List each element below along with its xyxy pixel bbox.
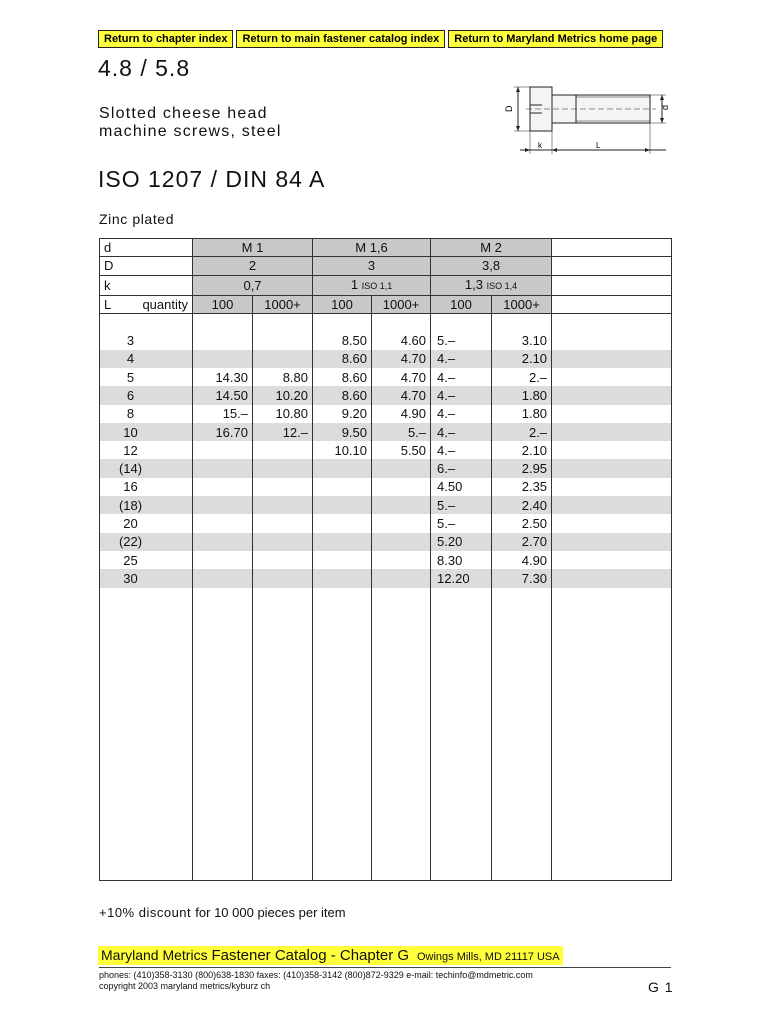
empty-cell: [552, 533, 672, 551]
empty-cell: [552, 459, 672, 477]
table-filler-row: [100, 588, 672, 881]
table-row: [100, 496, 672, 514]
head-height-m16: [313, 275, 431, 295]
price-m1-100: [193, 496, 253, 514]
length-value: (18): [100, 496, 193, 514]
price-m2-1000: 2.35: [492, 478, 552, 496]
home-page-link[interactable]: Return to Maryland Metrics home page: [448, 30, 663, 48]
head-height-m16-value: 1: [350, 276, 359, 292]
drawing-label-L: L: [596, 141, 601, 150]
head-height-m2-value: 1,3: [464, 276, 483, 292]
footer-title: [98, 946, 563, 965]
qty-1000-m16: 1000+: [372, 295, 431, 313]
price-m1-1000: [253, 331, 313, 349]
row-d: [100, 239, 672, 257]
price-m16-100: [313, 478, 372, 496]
price-m16-100: [313, 569, 372, 587]
price-m16-1000: [372, 478, 431, 496]
finish-label: Zinc plated: [99, 211, 175, 227]
footer-location: Owings Mills, MD 21117 USA: [416, 951, 560, 963]
price-m16-1000: [372, 514, 431, 532]
empty-cell: [552, 350, 672, 368]
nav-bar: [98, 30, 663, 48]
discount-tail: for 10 000 pieces per item: [195, 905, 346, 920]
price-m1-100: [193, 441, 253, 459]
table-row: [100, 459, 672, 477]
price-m2-100: 4.–: [431, 368, 492, 386]
price-m1-1000: 12.–: [253, 423, 313, 441]
length-value: 5: [100, 368, 193, 386]
price-m1-100: 14.30: [193, 368, 253, 386]
drawing-label-D: D: [504, 105, 514, 112]
table-row: [100, 368, 672, 386]
qty-1000-m2: 1000+: [492, 295, 552, 313]
price-m1-1000: 10.80: [253, 405, 313, 423]
price-m16-100: [313, 459, 372, 477]
row-L-label: [100, 295, 193, 313]
head-height-m1: 0,7: [193, 275, 313, 295]
price-m16-1000: 4.70: [372, 386, 431, 404]
price-m1-100: [193, 569, 253, 587]
row-k: [100, 275, 672, 295]
table-row: [100, 478, 672, 496]
price-m2-100: 5.20: [431, 533, 492, 551]
empty-cell: [552, 551, 672, 569]
price-m16-100: [313, 551, 372, 569]
product-description: [99, 105, 282, 141]
head-height-m16-iso: ISO 1,1: [361, 280, 393, 291]
price-m16-100: 8.60: [313, 350, 372, 368]
price-m2-1000: 1.80: [492, 405, 552, 423]
qty-100-m16: 100: [313, 295, 372, 313]
price-m2-100: 4.–: [431, 350, 492, 368]
price-m1-1000: [253, 496, 313, 514]
length-value: 8: [100, 405, 193, 423]
price-m1-1000: [253, 533, 313, 551]
empty-cell: [552, 478, 672, 496]
price-m16-1000: [372, 569, 431, 587]
empty-cell: [552, 423, 672, 441]
head-diameter-m2: 3,8: [431, 257, 552, 275]
price-m16-100: [313, 533, 372, 551]
price-m16-100: 9.20: [313, 405, 372, 423]
price-m2-100: 6.–: [431, 459, 492, 477]
price-m1-100: [193, 551, 253, 569]
chapter-index-link[interactable]: Return to chapter index: [98, 30, 233, 48]
length-value: 20: [100, 514, 193, 532]
price-m1-1000: [253, 459, 313, 477]
price-m2-1000: 2.10: [492, 441, 552, 459]
row-D: [100, 257, 672, 275]
table-row: [100, 514, 672, 532]
price-table: [99, 238, 672, 881]
qty-1000-m1: 1000+: [253, 295, 313, 313]
price-m2-100: 5.–: [431, 331, 492, 349]
length-value: (14): [100, 459, 193, 477]
price-m1-100: [193, 478, 253, 496]
row-L: [100, 295, 672, 313]
length-value: 3: [100, 331, 193, 349]
row-k-label: k: [100, 275, 193, 295]
length-value: 25: [100, 551, 193, 569]
price-m16-1000: [372, 533, 431, 551]
head-diameter-m16: 3: [313, 257, 431, 275]
price-m1-1000: [253, 514, 313, 532]
quantity-label: quantity: [142, 296, 188, 312]
price-m2-1000: 2.50: [492, 514, 552, 532]
price-m16-1000: 4.60: [372, 331, 431, 349]
empty-cell: [552, 331, 672, 349]
empty-cell: [552, 496, 672, 514]
empty-cell: [552, 441, 672, 459]
table-row: [100, 551, 672, 569]
price-m16-1000: 4.70: [372, 350, 431, 368]
empty-cell: [552, 257, 672, 275]
empty-cell: [552, 368, 672, 386]
price-m1-100: [193, 514, 253, 532]
price-m16-100: [313, 514, 372, 532]
length-value: 4: [100, 350, 193, 368]
price-m16-100: [313, 496, 372, 514]
table-row: [100, 405, 672, 423]
price-m1-1000: [253, 441, 313, 459]
price-m1-100: [193, 331, 253, 349]
product-description-line1: Slotted cheese head: [99, 105, 268, 122]
qty-100-m2: 100: [431, 295, 492, 313]
discount-lead: +10% discount: [99, 905, 192, 920]
property-class-title: 4.8 / 5.8: [98, 55, 191, 81]
contact-line2: copyright 2003 maryland metrics/kyburz ch: [99, 981, 271, 991]
empty-cell: [552, 239, 672, 257]
price-m2-1000: 3.10: [492, 331, 552, 349]
table-row: [100, 386, 672, 404]
price-m2-100: 4.–: [431, 423, 492, 441]
price-m2-100: 4.–: [431, 441, 492, 459]
price-m16-100: 8.50: [313, 331, 372, 349]
price-m2-1000: 7.30: [492, 569, 552, 587]
footer-catalog: Fastener Catalog - Chapter G: [211, 947, 410, 964]
price-m2-100: 5.–: [431, 496, 492, 514]
row-D-label: D: [100, 257, 193, 275]
drawing-label-k: k: [538, 141, 542, 150]
footer-divider: [99, 967, 671, 968]
price-m1-1000: 8.80: [253, 368, 313, 386]
price-m2-100: 4.–: [431, 405, 492, 423]
price-m2-100: 5.–: [431, 514, 492, 532]
table-row: [100, 441, 672, 459]
empty-cell: [552, 386, 672, 404]
screw-dimension-drawing: [506, 78, 670, 156]
size-m2: M 2: [431, 239, 552, 257]
table-row: [100, 569, 672, 587]
contact-info: [99, 970, 533, 992]
price-m1-1000: [253, 551, 313, 569]
price-m16-100: 8.60: [313, 386, 372, 404]
price-m1-100: 14.50: [193, 386, 253, 404]
page-number: G 1: [648, 979, 674, 995]
length-label: L: [104, 296, 112, 312]
length-value: 10: [100, 423, 193, 441]
contact-line1: phones: (410)358-3130 (800)638-1830 faxes: (410)358-3142 (800)872-9329 e-mail: techinfo@mdmetric.com: [99, 970, 533, 980]
price-m1-100: 16.70: [193, 423, 253, 441]
price-m16-100: 10.10: [313, 441, 372, 459]
price-rows: [100, 331, 672, 587]
price-m1-1000: [253, 478, 313, 496]
product-description-line2: machine screws, steel: [99, 123, 282, 140]
price-m1-100: 15.–: [193, 405, 253, 423]
price-m16-1000: 4.90: [372, 405, 431, 423]
discount-note: [99, 905, 346, 920]
empty-cell: [552, 405, 672, 423]
price-m2-100: 4.–: [431, 386, 492, 404]
table-row: [100, 423, 672, 441]
empty-cell: [552, 275, 672, 295]
length-value: 12: [100, 441, 193, 459]
price-m2-100: 12.20: [431, 569, 492, 587]
price-m16-1000: 4.70: [372, 368, 431, 386]
price-m16-1000: 5.–: [372, 423, 431, 441]
length-value: 6: [100, 386, 193, 404]
row-d-label: d: [100, 239, 193, 257]
price-m2-1000: 2.95: [492, 459, 552, 477]
head-height-m2-iso: ISO 1,4: [486, 280, 518, 291]
price-m1-1000: [253, 569, 313, 587]
head-diameter-m1: 2: [193, 257, 313, 275]
price-m2-1000: 2.–: [492, 368, 552, 386]
qty-100-m1: 100: [193, 295, 253, 313]
table-row: [100, 533, 672, 551]
price-m16-1000: [372, 459, 431, 477]
empty-cell: [552, 569, 672, 587]
price-m16-1000: 5.50: [372, 441, 431, 459]
main-catalog-index-link[interactable]: Return to main fastener catalog index: [236, 30, 445, 48]
price-m2-1000: 4.90: [492, 551, 552, 569]
table-row: [100, 350, 672, 368]
price-m16-100: 9.50: [313, 423, 372, 441]
empty-cell: [552, 295, 672, 313]
price-m2-1000: 2.10: [492, 350, 552, 368]
price-m16-1000: [372, 496, 431, 514]
head-height-m2: [431, 275, 552, 295]
length-value: (22): [100, 533, 193, 551]
drawing-label-d: d: [660, 104, 670, 110]
size-m1: M 1: [193, 239, 313, 257]
price-m1-100: [193, 533, 253, 551]
price-m2-1000: 2.–: [492, 423, 552, 441]
price-m1-1000: 10.20: [253, 386, 313, 404]
price-m2-1000: 2.70: [492, 533, 552, 551]
empty-cell: [552, 514, 672, 532]
price-m2-1000: 1.80: [492, 386, 552, 404]
price-m1-1000: [253, 350, 313, 368]
footer-brand: Maryland Metrics: [101, 947, 208, 963]
size-m16: M 1,6: [313, 239, 431, 257]
length-value: 16: [100, 478, 193, 496]
price-m16-1000: [372, 551, 431, 569]
price-m1-100: [193, 350, 253, 368]
price-m1-100: [193, 459, 253, 477]
price-m2-1000: 2.40: [492, 496, 552, 514]
price-m16-100: 8.60: [313, 368, 372, 386]
length-value: 30: [100, 569, 193, 587]
spacer-row: [100, 313, 672, 331]
table-row: [100, 331, 672, 349]
price-m2-100: 8.30: [431, 551, 492, 569]
price-m2-100: 4.50: [431, 478, 492, 496]
standard-title: ISO 1207 / DIN 84 A: [98, 166, 326, 192]
